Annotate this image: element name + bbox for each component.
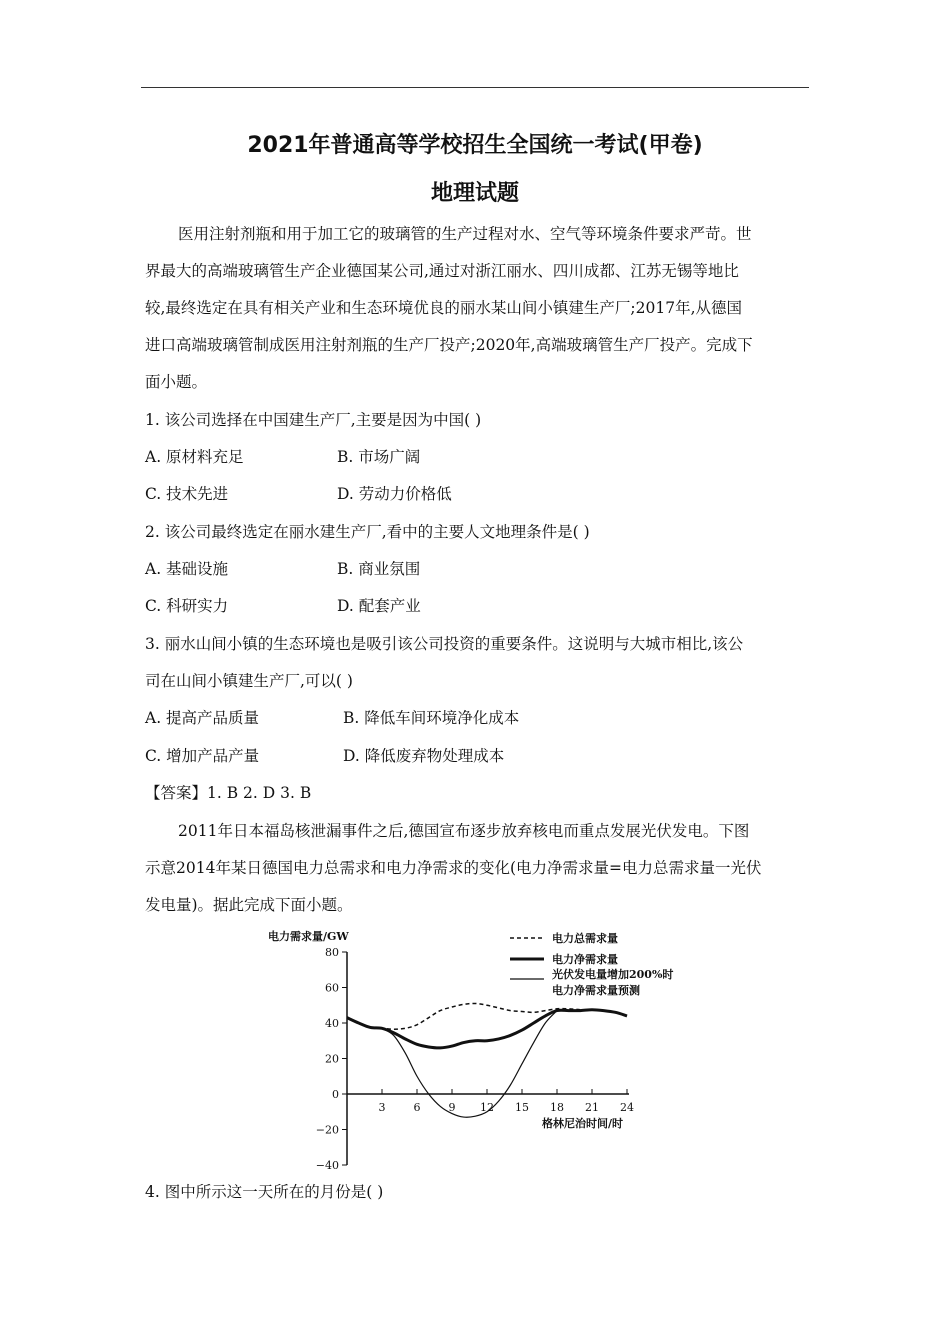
option: C. 增加产品产量: [145, 747, 260, 765]
series-line-dashed: [347, 1003, 627, 1029]
y-tick-label: 60: [325, 981, 339, 995]
passage-line: 界最大的高端玻璃管生产企业德国某公司,通过对浙江丽水、四川成都、江苏无锡等地比: [145, 262, 739, 280]
legend-label: 电力净需求量: [552, 953, 618, 966]
question-1-stem: 1. 该公司选择在中国建生产厂,主要是因为中国( ): [145, 411, 482, 429]
legend-label: 电力总需求量: [552, 932, 618, 945]
option: C. 科研实力: [145, 597, 229, 615]
legend: [510, 931, 673, 997]
question-3-stem: 司在山间小镇建生产厂,可以( ): [145, 672, 353, 690]
power-demand-chart: [262, 920, 692, 1180]
exam-subtitle: 地理试题: [430, 181, 519, 206]
option: A. 原材料充足: [145, 448, 244, 466]
passage-line: 医用注射剂瓶和用于加工它的玻璃管的生产过程对水、空气等环境条件要求严苛。世: [178, 225, 752, 243]
option: D. 降低废弃物处理成本: [343, 747, 505, 765]
y-tick-label: 80: [325, 946, 339, 959]
option: B. 降低车间环境净化成本: [343, 709, 520, 727]
passage-line: 发电量)。据此完成下面小题。: [145, 896, 353, 914]
y-tick-label: −20: [315, 1123, 339, 1137]
y-tick-label: 0: [332, 1088, 339, 1101]
option: D. 劳动力价格低: [337, 485, 452, 503]
y-axis-label: 电力需求量/GW: [268, 930, 349, 943]
passage-line: 示意2014年某日德国电力总需求和电力净需求的变化(电力净需求量=电力总需求量一光伏: [145, 859, 762, 877]
x-tick-label: 24: [620, 1101, 634, 1114]
question-2-stem: 2. 该公司最终选定在丽水建生产厂,看中的主要人文地理条件是( ): [145, 523, 590, 541]
option: B. 商业氛围: [337, 560, 421, 578]
passage-line: 较,最终选定在具有相关产业和生态环境优良的丽水某山间小镇建生产厂;2017年,从德国: [145, 299, 743, 317]
x-tick-label: 12: [480, 1101, 494, 1114]
exam-title: 2021年普通高等学校招生全国统一考试(甲卷): [247, 133, 703, 158]
x-tick-label: 9: [448, 1101, 456, 1114]
y-tick-label: 20: [325, 1052, 339, 1066]
x-tick-label: 18: [550, 1101, 564, 1114]
passage-line: 2011年日本福岛核泄漏事件之后,德国宣布逐步放弃核电而重点发展光伏发电。下图: [178, 822, 750, 840]
passage-line: 进口高端玻璃管制成医用注射剂瓶的生产厂投产;2020年,高端玻璃管生产厂投产。完成下: [145, 336, 753, 354]
question-3-stem: 3. 丽水山间小镇的生态环境也是吸引该公司投资的重要条件。这说明与大城市相比,该公: [145, 635, 744, 653]
y-tick-label: −40: [315, 1159, 339, 1172]
x-tick-label: 21: [585, 1101, 599, 1114]
option: C. 技术先进: [145, 485, 229, 503]
option: D. 配套产业: [337, 597, 421, 615]
x-tick-label: 15: [515, 1101, 529, 1114]
option: B. 市场广阔: [337, 448, 421, 466]
legend-label: 光伏发电量增加200%时: [552, 968, 674, 981]
legend-label: 电力净需求量预测: [552, 984, 640, 997]
passage-line: 面小题。: [145, 373, 208, 391]
option: A. 基础设施: [145, 560, 229, 578]
answer-line: 【答案】1. B 2. D 3. B: [145, 784, 312, 802]
x-tick-label: 6: [413, 1101, 421, 1114]
option: A. 提高产品质量: [145, 709, 260, 727]
header-rule: [141, 87, 809, 88]
y-tick-label: 40: [325, 1017, 339, 1030]
x-tick-label: 3: [378, 1101, 386, 1114]
question-4-stem: 4. 图中所示这一天所在的月份是( ): [145, 1183, 384, 1201]
x-axis-label: 格林尼治时间/时: [542, 1117, 624, 1130]
